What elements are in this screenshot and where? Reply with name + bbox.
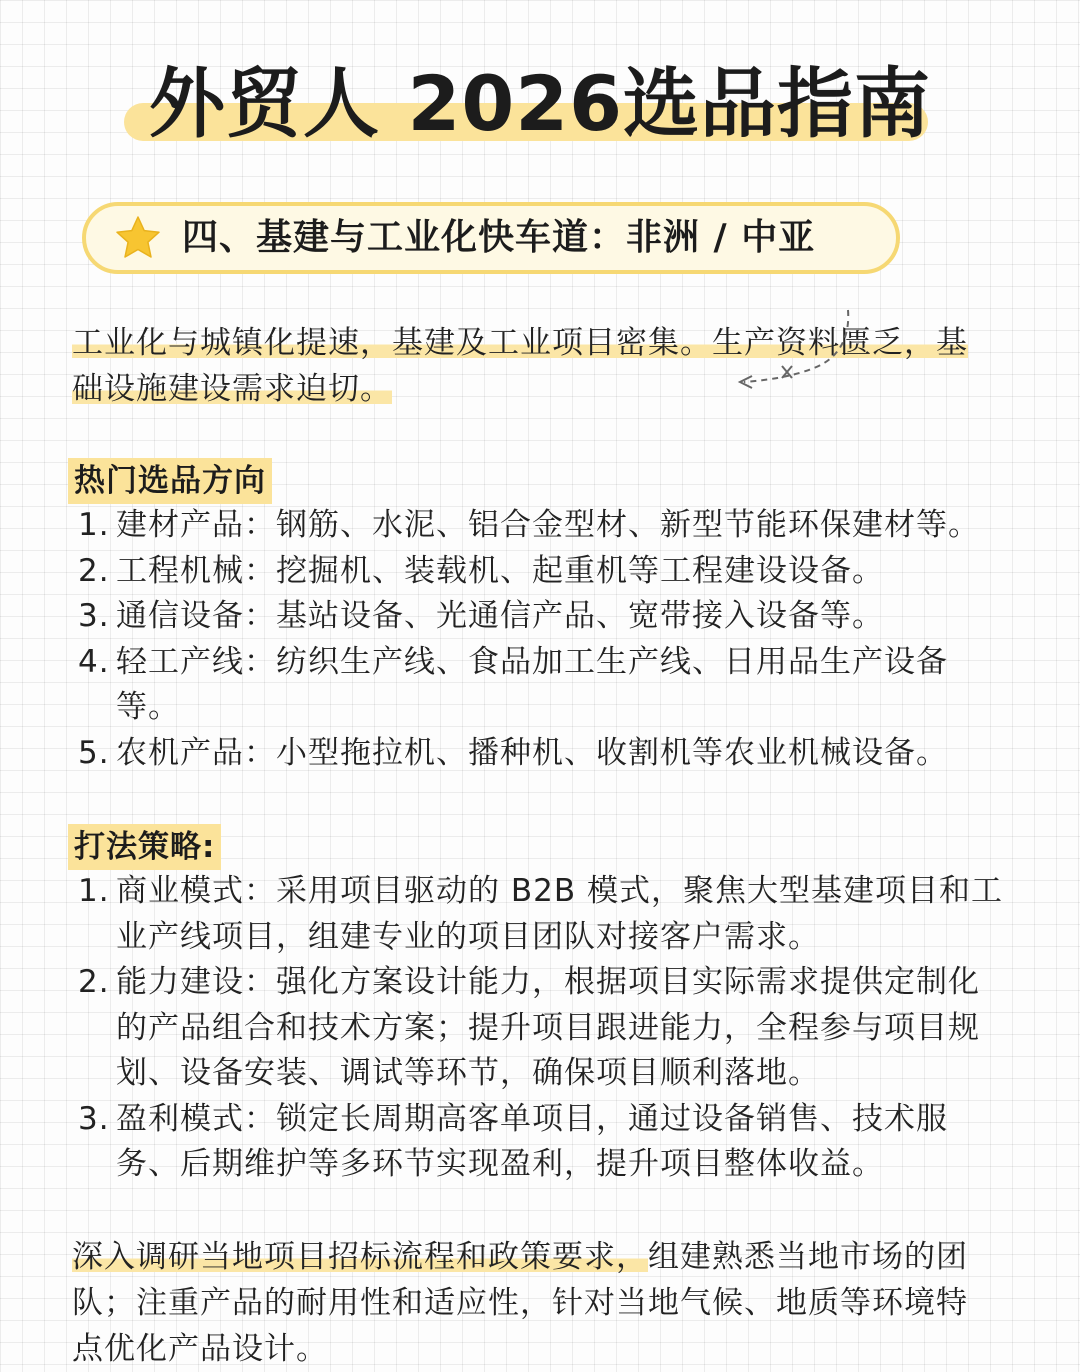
star-icon xyxy=(114,214,162,262)
list-item-number: 2. xyxy=(78,552,110,589)
list-item-text: 能力建设：强化方案设计能力，根据项目实际需求提供定制化 xyxy=(116,964,980,1000)
list-item xyxy=(78,960,1028,1097)
closing-paragraph xyxy=(72,1234,1012,1372)
intro-line-2: 础设施建设需求迫切。 xyxy=(72,371,392,407)
list-item-text: 轻工产线：纺织生产线、食品加工生产线、日用品生产设备 xyxy=(116,643,948,680)
intro-paragraph xyxy=(72,320,1012,412)
page-title: 外贸人 2026选品指南 xyxy=(149,59,931,148)
list-item-number: 1. xyxy=(78,873,110,909)
list-item xyxy=(78,869,1028,960)
list-item xyxy=(78,731,1028,777)
list-item-text: 通信设备：基站设备、光通信产品、宽带接入设备等。 xyxy=(116,598,884,634)
section-pill xyxy=(82,202,900,274)
list-item-number: 1. xyxy=(78,507,110,543)
list-item xyxy=(78,594,1028,640)
closing-line-1-rest: 组建熟悉当地市场的团 xyxy=(648,1239,968,1275)
list-item-number: 3. xyxy=(78,1100,110,1137)
list-item-number: 2. xyxy=(78,964,110,1000)
list-item xyxy=(78,1097,1028,1188)
closing-line-3: 点优化产品设计。 xyxy=(72,1331,328,1367)
closing-line-2: 队；注重产品的耐用性和适应性，针对当地气候、地质等环境特 xyxy=(72,1285,968,1321)
list-item-number: 3. xyxy=(78,598,110,634)
list-item-text: 盈利模式：锁定长周期高客单项目，通过设备销售、技术服 xyxy=(116,1100,948,1137)
dashed-arrow-doodle xyxy=(730,306,860,396)
list-item xyxy=(78,549,1028,595)
list-item xyxy=(78,503,1028,549)
list-item-text: 的产品组合和技术方案；提升项目跟进能力，全程参与项目规 xyxy=(116,1009,980,1046)
list-item-text: 等。 xyxy=(116,689,180,725)
list-item-text: 划、设备安装、调试等环节，确保项目顺利落地。 xyxy=(116,1055,820,1091)
list-item-text: 工程机械：挖掘机、装载机、起重机等工程建设设备。 xyxy=(116,552,884,589)
products-heading: 热门选品方向 xyxy=(68,458,272,504)
title-wrap xyxy=(0,56,1080,152)
strategy-heading: 打法策略: xyxy=(68,824,221,870)
list-item xyxy=(78,640,1028,731)
list-item-number: 5. xyxy=(78,734,110,771)
products-list xyxy=(78,503,1028,776)
list-item-text: 建材产品：钢筋、水泥、铝合金型材、新型节能环保建材等。 xyxy=(116,507,980,543)
list-item-text: 务、后期维护等多环节实现盈利，提升项目整体收益。 xyxy=(116,1146,884,1182)
list-item-text: 商业模式：采用项目驱动的 B2B 模式，聚焦大型基建项目和工 xyxy=(116,873,1003,909)
section-title: 四、基建与工业化快车道：非洲 / 中亚 xyxy=(182,217,816,258)
list-item-number: 4. xyxy=(78,643,110,680)
closing-highlight: 深入调研当地项目招标流程和政策要求， xyxy=(72,1239,648,1275)
intro-line-1: 工业化与城镇化提速，基建及工业项目密集。生产资料匮乏，基 xyxy=(72,325,968,361)
strategy-list xyxy=(78,869,1028,1188)
list-item-text: 农机产品：小型拖拉机、播种机、收割机等农业机械设备。 xyxy=(116,734,948,771)
list-item-text: 业产线项目，组建专业的项目团队对接客户需求。 xyxy=(116,918,820,955)
